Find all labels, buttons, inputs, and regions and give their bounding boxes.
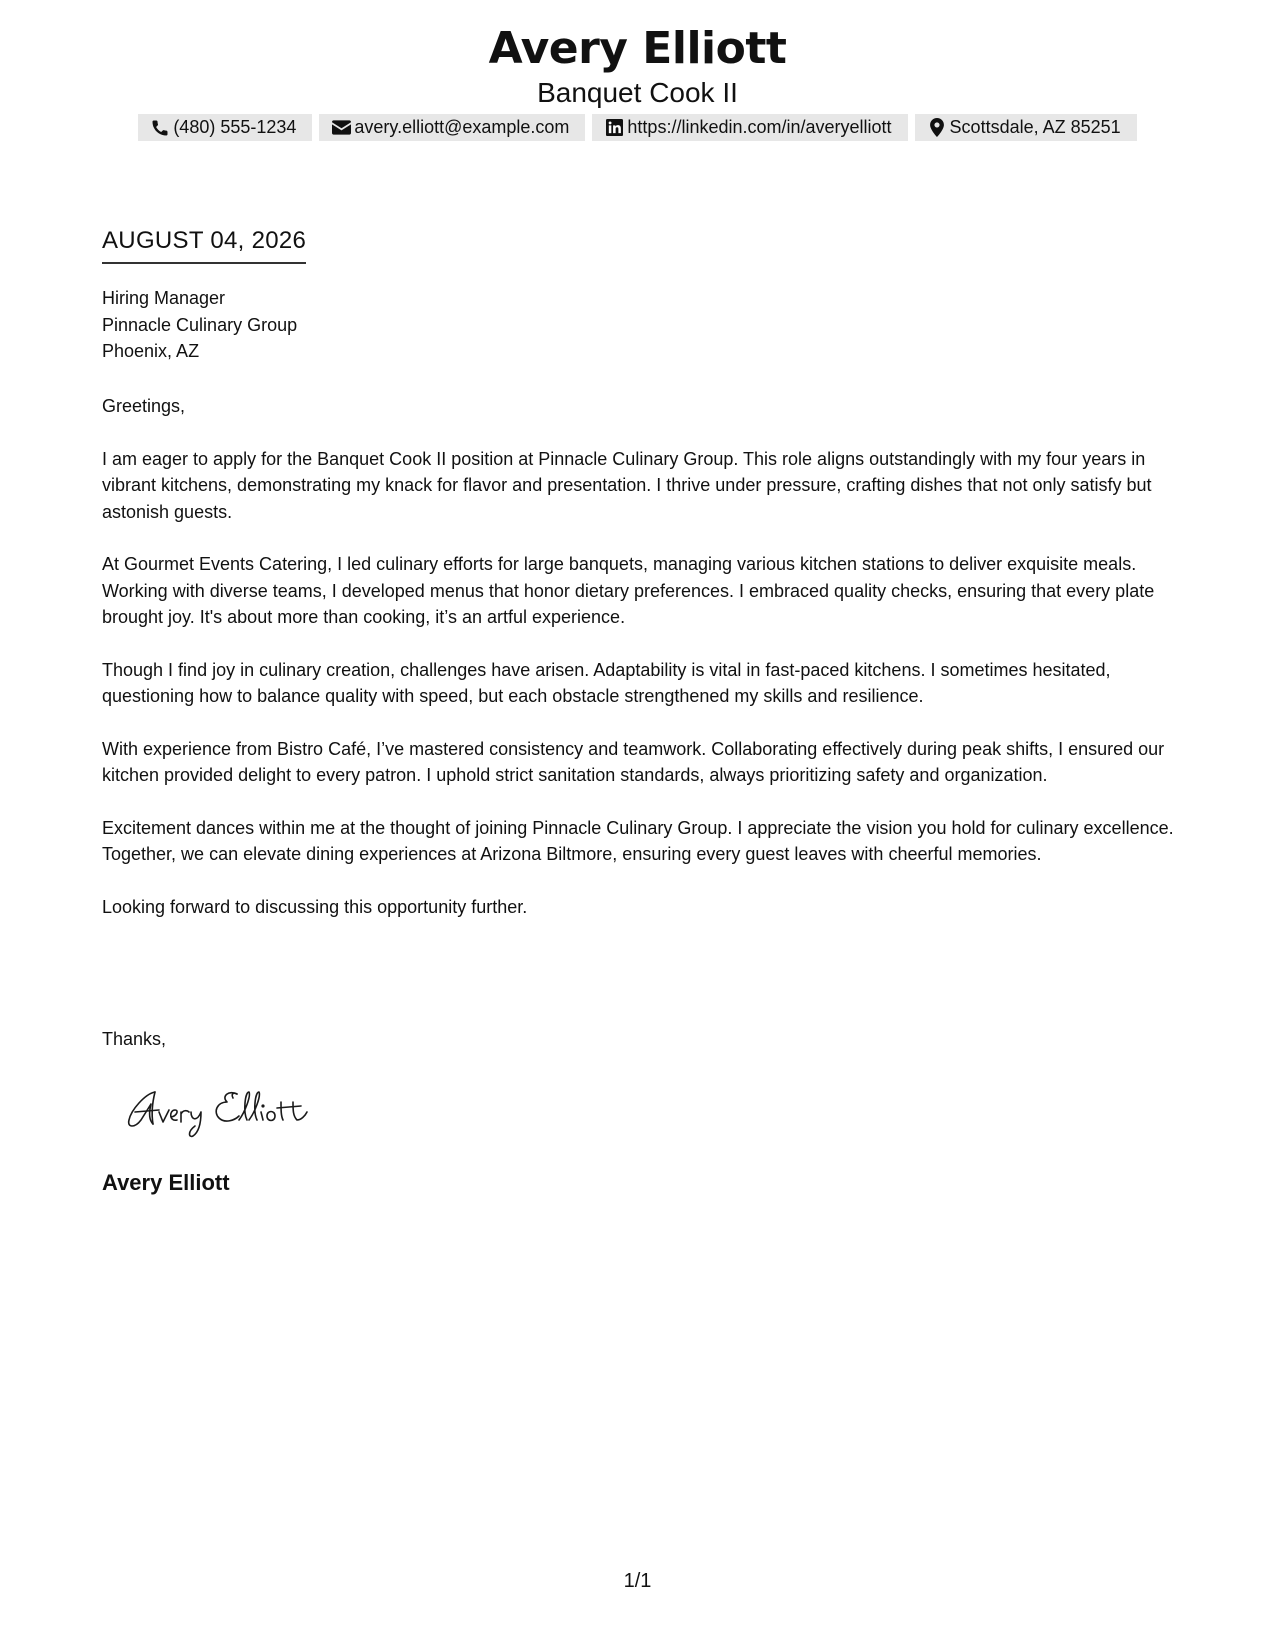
contact-location bbox=[915, 114, 1137, 141]
location-text: Scottsdale, AZ 85251 bbox=[949, 117, 1121, 137]
body-paragraph: Though I find joy in culinary creation, challenges have arisen. Adaptability is vital in fast-paced kitchens. I sometimes hesitated, questioning how to balance quality with speed, but each obstacle strengthened my skills and resilience. bbox=[102, 659, 1111, 706]
envelope-icon bbox=[331, 118, 351, 138]
letter-date: AUGUST 04, 2026 bbox=[102, 226, 306, 264]
linkedin-icon bbox=[604, 118, 624, 138]
contact-phone bbox=[138, 114, 312, 141]
signer-name: Avery Elliott bbox=[102, 1170, 230, 1195]
page-number: 1/1 bbox=[623, 1570, 652, 1592]
body-paragraph: With experience from Bistro Café, I’ve mastered consistency and teamwork. Collaborating effectively during peak shifts, I ensured our kitchen provided delight to every patron. I uphold strict sanitation standards, always prioritizing safety and organization. bbox=[102, 738, 1165, 785]
contact-linkedin[interactable] bbox=[592, 114, 907, 141]
contact-bar bbox=[0, 114, 1275, 141]
phone-icon bbox=[150, 118, 170, 138]
applicant-name: Avery Elliott bbox=[488, 23, 787, 74]
recipient-company: Pinnacle Culinary Group bbox=[102, 314, 298, 335]
contact-email[interactable] bbox=[319, 114, 585, 141]
header bbox=[0, 22, 1275, 110]
body-paragraph: Looking forward to discussing this opportunity further. bbox=[102, 896, 528, 917]
job-title: Banquet Cook II bbox=[537, 77, 738, 108]
handwritten-signature bbox=[125, 1082, 345, 1138]
map-pin-icon bbox=[927, 118, 947, 138]
greeting: Greetings, bbox=[102, 396, 186, 416]
body-paragraph: Excitement dances within me at the thought of joining Pinnacle Culinary Group. I appreciate the vision you hold for culinary excellence. Together, we can elevate dining experiences at Arizona Biltmore, ensuring every guest leaves with cheerful memories. bbox=[102, 817, 1174, 864]
recipient-title: Hiring Manager bbox=[102, 288, 226, 308]
closing: Thanks, bbox=[102, 1029, 167, 1049]
linkedin-url[interactable]: https://linkedin.com/in/averyelliott bbox=[627, 117, 892, 137]
body-paragraph: I am eager to apply for the Banquet Cook II position at Pinnacle Culinary Group. This role aligns outstandingly with my four years in vibrant kitchens, demonstrating my knack for flavor and presentation. I thrive under pressure, crafting dishes that not only satisfy but astonish guests. bbox=[102, 448, 1152, 522]
letter-body bbox=[102, 393, 1182, 946]
phone-number: (480) 555-1234 bbox=[173, 117, 297, 137]
email-address[interactable]: avery.elliott@example.com bbox=[354, 117, 570, 137]
recipient-block bbox=[102, 285, 297, 365]
recipient-location: Phoenix, AZ bbox=[102, 341, 200, 361]
body-paragraph: At Gourmet Events Catering, I led culinary efforts for large banquets, managing various kitchen stations to deliver exquisite meals. Working with diverse teams, I developed menus that honor dietary preferences. I embraced quality checks, ensuring that every plate brought joy. It's about more than cooking, it’s an artful experience. bbox=[102, 554, 1155, 627]
